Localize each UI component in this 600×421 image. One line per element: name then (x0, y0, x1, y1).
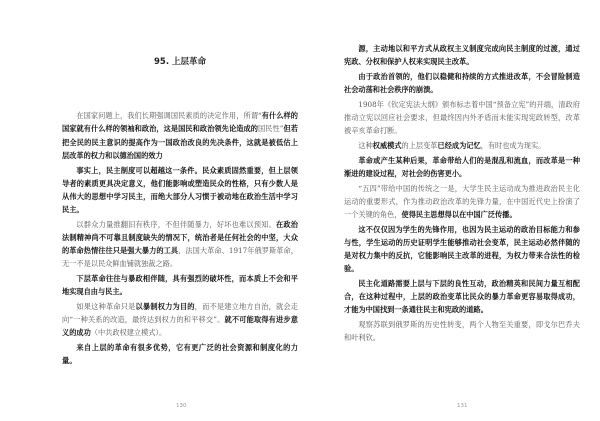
paragraph (62, 109, 298, 162)
bold-text-run: 但若把全民的民主意识的提高作为一国政治改良的先决条件，这就是被低估上层改革的权力和以德治国的效力 (62, 124, 298, 160)
left-page-body (62, 109, 298, 367)
bold-text-run: 源，主动地以和平方式从政权主义制度完成向民主制度的过渡，通过宪政、分权和保护人权来实现民主改革。 (344, 44, 580, 67)
paragraph (344, 223, 580, 276)
text-run: 观察苏联到俄罗斯的历史性转变，两个人物至关重要，即戈尔巴乔夫和叶利钦。 (344, 320, 580, 343)
paragraph (344, 98, 580, 138)
text-run: 以群众力量推翻旧有秩序，不但伴随暴力，好坏也难以预知。 (76, 219, 276, 229)
bold-text-run: 在政治法制精神尚不可靠且制度缺失的情况下，统治者是任何社会的中坚，大众的革命热情往往只是强大暴力的工具 (62, 219, 298, 256)
paragraph (62, 164, 298, 217)
paragraph (344, 277, 580, 317)
paragraph (344, 318, 580, 344)
bold-text-run: 使得民主思想得以在中国广泛传播。 (401, 209, 517, 219)
text-run: ，有时也成为现实。 (480, 140, 546, 150)
paragraph (62, 341, 298, 367)
text-run: （中共政权建立模式）。 (90, 328, 167, 338)
left-page (62, 22, 298, 402)
paragraph (62, 218, 298, 271)
bold-text-run: 就不可能取得有进步意义的成功 (62, 315, 298, 338)
paragraph (344, 154, 580, 180)
bold-text-run: 由于政治首领的，他们以稳健和持续的方式推进改革，不会冒险制造社会动荡和社会秩序的崩溃。 (344, 71, 580, 95)
bold-text-run: 来自上层的革命有很多优势，它有更广泛的社会资源和制度化的力量。 (62, 343, 298, 366)
page-number-right: 131 (457, 403, 468, 409)
paragraph (344, 42, 580, 68)
paragraph (344, 182, 580, 222)
text-run: 这种 (358, 140, 373, 150)
right-page (344, 42, 580, 412)
text-run: 在国家问题上，我们长期强调国民素质的决定作用，所谓“ (76, 111, 262, 121)
text-run: 如果这种革命只是 (76, 302, 136, 312)
text-run: ，法国大革命、1917年俄罗斯革命，无一不是以民众鲜血铺就独裁之路。 (62, 246, 298, 269)
paragraph (344, 139, 580, 152)
page-number-left: 130 (176, 403, 187, 409)
right-page-body (344, 42, 580, 344)
bold-text-run: 事实上，民主制度可以超越这一条件。民众素质固然重要，但上层领导者的素质更具决定意义，他们能影响或塑造民众的性格，只有少数人是从伟大的思想中学习民主，而绝大部分人习惯于被动地在政治生活中学习民主。 (62, 165, 298, 215)
text-run: “五四”带给中国的传统之一是，大学生民主运动成为推进政治民主化运动的重要形式，作为推动政治改革的先锋力量，在中国近代史上扮演了一个关键的角色， (344, 183, 580, 219)
text-run: ，而不是建立地方自治，就会走向“一种关系的改造，最终达到权力的和平移交”。 (62, 302, 298, 325)
text-run: ” (279, 124, 284, 134)
bold-text-run: 有什么样的国家就有什么样的领袖和政治，这是国民和政治领先论造成的 (62, 111, 298, 134)
bold-text-run: 权威模式 (372, 140, 402, 150)
bold-text-run: 民主化道路需要上层与下层的良性互动，政治精英和民间力量互相配合，在这种过程中，上层的政治变革比民众的暴力革命更容易取得成功，才能为中国找到一条通往民主和宪政的道路。 (344, 278, 580, 315)
paragraph (344, 70, 580, 96)
chapter-title: 95. 上层革命 (153, 57, 207, 67)
bold-text-run: 已经成为记忆 (437, 140, 481, 150)
bold-text-run: 下层革命往往与暴政相伴随，具有强烈的破坏性，而本质上不会和平地实现自由与民主。 (62, 274, 298, 297)
bold-text-run: 以暴制权力为目的 (135, 302, 195, 312)
bold-text-run: 革命或产生某种后果，革命带给人们的是混乱和流血，而改革是一种渐进的建设过程，对社会的伤害更小。 (344, 155, 580, 178)
bold-text-run: 这不仅仅因为学生的先锋作用，也因为民主运动的政治目标能力和参与性，学生运动的历史证明学生能够推动社会变革，民主运动必然伴随的是对权力集中的反抗，它能影响民主改革的进程，为权力带来合法性的检验。 (344, 224, 580, 274)
paragraph (62, 272, 298, 298)
text-run: 的上层变革 (401, 140, 438, 150)
text-run: 国民性 (257, 124, 280, 134)
paragraph (62, 300, 298, 340)
text-run: 1908年《钦定宪法大纲》颁布标志着中国“预备立宪”的开端，清政府推动立宪以回应社会要求，但最终因内外矛盾而未能实现宪政转型，改革被辛亥革命打断。 (344, 99, 580, 136)
